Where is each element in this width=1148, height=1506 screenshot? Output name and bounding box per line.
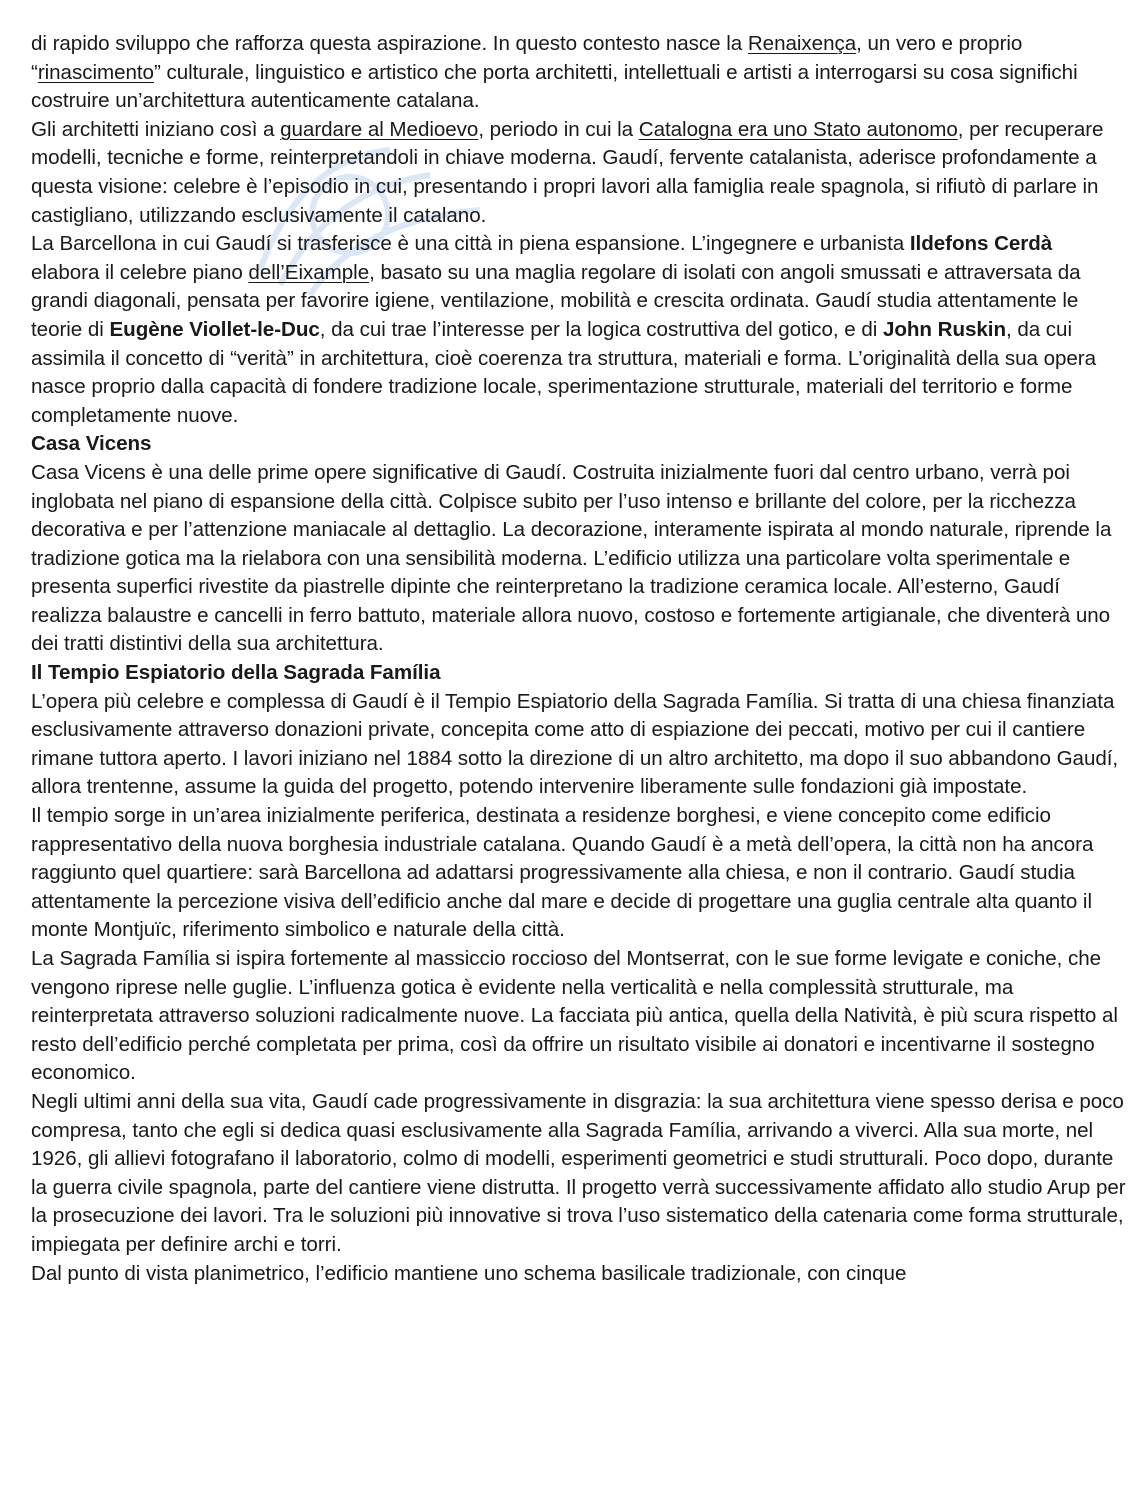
text-run: , un vero e proprio “ bbox=[31, 32, 1023, 84]
paragraph-barcellona bbox=[31, 230, 1126, 430]
bold-viollet: Eugène Viollet-le-Duc bbox=[109, 317, 320, 341]
underlined-renaixenca: Renaixença bbox=[747, 32, 857, 55]
paragraph-sagrada-ultimi-anni: Negli ultimi anni della sua vita, Gaudí cade progressivamente in disgrazia: la sua architettura viene spesso derisa e poco compresa, tanto che egli si dedica quasi esclusivamente alla Sagrada Família, arrivando a viverci. Alla sua morte, nel 1926, gli allievi fotografano il laboratorio, colmo di modelli, esperimenti geometrici e studi strutturali. Poco dopo, durante la guerra civile spagnola, parte del cantiere viene distrutta. Il progetto verrà successivamente affidato allo studio Arup per la prosecuzione dei lavori. Tra le soluzioni più innovative si trova l’uso sistematico della catenaria come forma strutturale, impiegata per definire archi e torri. bbox=[31, 1089, 1126, 1256]
paragraph-sagrada-intro: L’opera più celebre e complessa di Gaudí è il Tempio Espiatorio della Sagrada Família. Si tratta di una chiesa finanziata esclusivamente attraverso donazioni private, concepita come atto di espiazione dei peccati, motivo per cui il cantiere rimane tuttora aperto. I lavori iniziano nel 1884 sotto la direzione di un altro architetto, ma dopo il suo abbandono Gaudí, allora trentenne, assume la guida del progetto, potendo intervenire liberamente sulle fondazioni già impostate. bbox=[31, 689, 1119, 799]
underlined-medioevo: guardare al Medioevo bbox=[280, 117, 479, 141]
heading-casa-vicens: Casa Vicens bbox=[31, 432, 152, 456]
bold-cerda: Ildefons Cerdà bbox=[909, 232, 1053, 256]
paragraph-renaixenca bbox=[31, 30, 1126, 116]
heading-sagrada-familia: Il Tempio Espiatorio della Sagrada Família bbox=[31, 661, 441, 685]
paragraph-casa-vicens: Casa Vicens è una delle prime opere significative di Gaudí. Costruita inizialmente fuori dal centro urbano, verrà poi inglobata nel piano di espansione della città. Colpisce subito per l’uso intenso e brillante del colore, per la ricchezza decorativa e per l’attenzione maniacale al dettaglio. La decorazione, interamente ispirata al mondo naturale, riprende la tradizione gotica ma la rielabora con una sensibilità moderna. L’edificio utilizza una particolare volta sperimentale e presenta superfici rivestite da piastrelle dipinte che reinterpretano la tradizione ceramica locale. All’esterno, Gaudí realizza balaustre e cancelli in ferro battuto, materiale allora nuovo, costoso e fortemente artigianale, che diventerà uno dei tratti distintivi della sua architettura. bbox=[31, 460, 1112, 656]
paragraph-sagrada-montserrat: La Sagrada Família si ispira fortemente al massiccio roccioso del Montserrat, con le sue forme levigate e coniche, che vengono riprese nelle guglie. L’influenza gotica è evidente nella verticalità e nella complessità strutturale, ma reinterpretata attraverso soluzioni radicalmente nuove. La facciata più antica, quella della Natività, è più scura rispetto al resto dell’edificio perché completata per prima, così da offrire un risultato visibile ai donatori e incentivarne il sostegno economico. bbox=[31, 947, 1118, 1085]
paragraph-sagrada-planimetria: Dal punto di vista planimetrico, l’edificio mantiene uno schema basilicale tradizionale, con cinque bbox=[31, 1261, 907, 1285]
text-run: La Barcellona in cui Gaudí si trasferisce è una città in piena espansione. L’ingegnere e urbanista bbox=[31, 232, 910, 256]
bold-ruskin: John Ruskin bbox=[882, 317, 1006, 341]
text-run: ” culturale, linguistico e artistico che porta architetti, intellettuali e artisti a interrogarsi su cosa significhi costruire un’architettura autenticamente catalana. bbox=[31, 60, 1078, 113]
text-run: di rapido sviluppo che rafforza questa aspirazione. In questo contesto nasce la bbox=[31, 32, 748, 55]
underlined-rinascimento: rinascimento bbox=[37, 60, 154, 84]
document-page bbox=[31, 30, 1126, 1288]
text-run: , basato su una maglia regolare di isolati con angoli smussati e attraversata da grandi diagonali, pensata per favorire igiene, ventilazione, mobilità e crescita ordinata. Gaudí studia attentamente le teorie di bbox=[31, 260, 1081, 341]
text-run: , periodo in cui la bbox=[478, 117, 639, 141]
paragraph-medioevo bbox=[31, 116, 1126, 230]
underlined-eixample: dell’Eixample bbox=[248, 260, 370, 284]
text-run: , per recuperare modelli, tecniche e forme, reinterpretandoli in chiave moderna. Gaudí, fervente catalanista, aderisce profondamente a questa visione: celebre è l’episodio in cui, presentando i propri lavori alla famiglia reale spagnola, si rifiutò di parlare in castigliano, utilizzando esclusivamente il catalano. bbox=[31, 117, 1104, 227]
text-run: Gli architetti iniziano così a bbox=[31, 117, 281, 141]
text-run: , da cui trae l’interesse per la logica costruttiva del gotico, e di bbox=[319, 317, 883, 341]
paragraph-sagrada-area: Il tempio sorge in un’area inizialmente periferica, destinata a residenze borghesi, e viene concepito come edificio rappresentativo della nuova borghesia industriale catalana. Quando Gaudí è a metà dell’opera, la città non ha ancora raggiunto quel quartiere: sarà Barcellona ad adattarsi progressivamente alla chiesa, e non il contrario. Gaudí studia attentamente la percezione visiva dell’edificio anche dal mare e decide di progettare una guglia centrale alta quanto il monte Montjuïc, riferimento simbolico e naturale della città. bbox=[31, 804, 1094, 942]
underlined-catalogna: Catalogna era uno Stato autonomo bbox=[638, 117, 958, 141]
text-run: elabora il celebre piano bbox=[31, 260, 249, 284]
text-run: , da cui assimila il concetto di “verità” in architettura, cioè coerenza tra struttura, materiali e forma. L’originalità della sua opera nasce proprio dalla capacità di fondere tradizione locale, sperimentazione strutturale, materiali del territorio e forme completamente nuove. bbox=[31, 317, 1097, 427]
